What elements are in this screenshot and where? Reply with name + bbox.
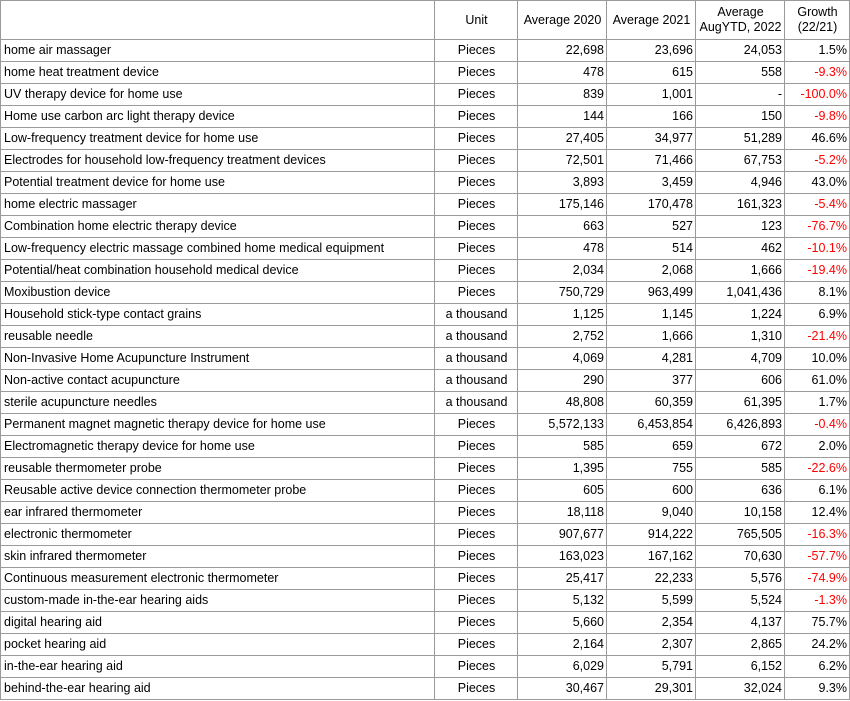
average-2020-cell: 22,698 xyxy=(518,40,607,62)
average-2022-cell: 24,053 xyxy=(696,40,785,62)
average-2022-cell: 765,505 xyxy=(696,524,785,546)
header-average-2021: Average 2021 xyxy=(607,1,696,40)
table-row xyxy=(1,128,850,150)
unit-cell: Pieces xyxy=(435,150,518,172)
growth-cell: -9.3% xyxy=(785,62,850,84)
average-2022-cell: 6,152 xyxy=(696,656,785,678)
header-unit: Unit xyxy=(435,1,518,40)
average-2020-cell: 72,501 xyxy=(518,150,607,172)
unit-cell: Pieces xyxy=(435,656,518,678)
average-2022-cell: 6,426,893 xyxy=(696,414,785,436)
product-name-cell: Non-Invasive Home Acupuncture Instrument xyxy=(1,348,435,370)
average-2020-cell: 750,729 xyxy=(518,282,607,304)
table-row xyxy=(1,656,850,678)
growth-cell: 6.9% xyxy=(785,304,850,326)
product-name-cell: behind-the-ear hearing aid xyxy=(1,678,435,700)
average-2020-cell: 5,660 xyxy=(518,612,607,634)
average-2022-cell: 672 xyxy=(696,436,785,458)
table-row xyxy=(1,612,850,634)
unit-cell: a thousand xyxy=(435,326,518,348)
product-name-cell: Electromagnetic therapy device for home use xyxy=(1,436,435,458)
average-2021-cell: 659 xyxy=(607,436,696,458)
table-row xyxy=(1,84,850,106)
average-2021-cell: 963,499 xyxy=(607,282,696,304)
average-2020-cell: 478 xyxy=(518,62,607,84)
table-row xyxy=(1,216,850,238)
average-2021-cell: 9,040 xyxy=(607,502,696,524)
product-name-cell: pocket hearing aid xyxy=(1,634,435,656)
average-2021-cell: 167,162 xyxy=(607,546,696,568)
growth-cell: 75.7% xyxy=(785,612,850,634)
unit-cell: a thousand xyxy=(435,370,518,392)
table-row xyxy=(1,458,850,480)
growth-cell: 61.0% xyxy=(785,370,850,392)
average-2021-cell: 5,599 xyxy=(607,590,696,612)
growth-cell: -16.3% xyxy=(785,524,850,546)
average-2021-cell: 34,977 xyxy=(607,128,696,150)
average-2021-cell: 6,453,854 xyxy=(607,414,696,436)
average-2022-cell: 606 xyxy=(696,370,785,392)
average-2021-cell: 377 xyxy=(607,370,696,392)
average-2020-cell: 290 xyxy=(518,370,607,392)
product-name-cell: Potential/heat combination household medical device xyxy=(1,260,435,282)
growth-cell: -5.2% xyxy=(785,150,850,172)
unit-cell: Pieces xyxy=(435,524,518,546)
product-name-cell: in-the-ear hearing aid xyxy=(1,656,435,678)
average-2022-cell: 161,323 xyxy=(696,194,785,216)
unit-cell: Pieces xyxy=(435,260,518,282)
table-row xyxy=(1,524,850,546)
average-2021-cell: 166 xyxy=(607,106,696,128)
product-name-cell: ear infrared thermometer xyxy=(1,502,435,524)
average-2022-cell: - xyxy=(696,84,785,106)
average-2022-cell: 51,289 xyxy=(696,128,785,150)
unit-cell: Pieces xyxy=(435,414,518,436)
average-2022-cell: 4,709 xyxy=(696,348,785,370)
product-name-cell: UV therapy device for home use xyxy=(1,84,435,106)
average-2020-cell: 30,467 xyxy=(518,678,607,700)
table-row xyxy=(1,238,850,260)
product-name-cell: Continuous measurement electronic thermometer xyxy=(1,568,435,590)
header-name xyxy=(1,1,435,40)
average-2021-cell: 1,666 xyxy=(607,326,696,348)
product-name-cell: home heat treatment device xyxy=(1,62,435,84)
growth-cell: 43.0% xyxy=(785,172,850,194)
average-2021-cell: 170,478 xyxy=(607,194,696,216)
average-2022-cell: 123 xyxy=(696,216,785,238)
unit-cell: Pieces xyxy=(435,568,518,590)
average-2021-cell: 914,222 xyxy=(607,524,696,546)
average-2021-cell: 60,359 xyxy=(607,392,696,414)
average-2022-cell: 150 xyxy=(696,106,785,128)
average-2020-cell: 2,164 xyxy=(518,634,607,656)
average-2022-cell: 462 xyxy=(696,238,785,260)
table-row xyxy=(1,678,850,700)
growth-cell: -1.3% xyxy=(785,590,850,612)
product-name-cell: Electrodes for household low-frequency treatment devices xyxy=(1,150,435,172)
table-row xyxy=(1,480,850,502)
average-2020-cell: 478 xyxy=(518,238,607,260)
table-row xyxy=(1,414,850,436)
average-2022-cell: 61,395 xyxy=(696,392,785,414)
unit-cell: Pieces xyxy=(435,106,518,128)
average-2020-cell: 144 xyxy=(518,106,607,128)
product-name-cell: Potential treatment device for home use xyxy=(1,172,435,194)
growth-cell: -21.4% xyxy=(785,326,850,348)
table-row xyxy=(1,502,850,524)
growth-cell: 6.2% xyxy=(785,656,850,678)
unit-cell: Pieces xyxy=(435,216,518,238)
average-2020-cell: 6,029 xyxy=(518,656,607,678)
growth-cell: 12.4% xyxy=(785,502,850,524)
table-row xyxy=(1,436,850,458)
average-2022-cell: 5,524 xyxy=(696,590,785,612)
unit-cell: Pieces xyxy=(435,612,518,634)
product-name-cell: Combination home electric therapy device xyxy=(1,216,435,238)
average-2022-cell: 1,224 xyxy=(696,304,785,326)
table-row xyxy=(1,282,850,304)
table-row xyxy=(1,326,850,348)
growth-cell: -19.4% xyxy=(785,260,850,282)
unit-cell: a thousand xyxy=(435,348,518,370)
unit-cell: a thousand xyxy=(435,304,518,326)
average-2021-cell: 2,068 xyxy=(607,260,696,282)
header-average-2022-line2: AugYTD, 2022 xyxy=(699,20,782,34)
header-average-2022-line1: Average xyxy=(717,5,764,19)
average-2020-cell: 1,125 xyxy=(518,304,607,326)
growth-cell: 2.0% xyxy=(785,436,850,458)
unit-cell: Pieces xyxy=(435,172,518,194)
growth-cell: -10.1% xyxy=(785,238,850,260)
unit-cell: a thousand xyxy=(435,392,518,414)
table-row xyxy=(1,150,850,172)
table-row xyxy=(1,370,850,392)
unit-cell: Pieces xyxy=(435,62,518,84)
average-2022-cell: 70,630 xyxy=(696,546,785,568)
growth-cell: -76.7% xyxy=(785,216,850,238)
average-2021-cell: 1,001 xyxy=(607,84,696,106)
average-2020-cell: 907,677 xyxy=(518,524,607,546)
average-2022-cell: 32,024 xyxy=(696,678,785,700)
average-2022-cell: 1,310 xyxy=(696,326,785,348)
table-row xyxy=(1,590,850,612)
average-2021-cell: 1,145 xyxy=(607,304,696,326)
growth-cell: 46.6% xyxy=(785,128,850,150)
product-name-cell: home air massager xyxy=(1,40,435,62)
product-name-cell: Non-active contact acupuncture xyxy=(1,370,435,392)
table-row xyxy=(1,172,850,194)
product-name-cell: Low-frequency treatment device for home use xyxy=(1,128,435,150)
average-2020-cell: 48,808 xyxy=(518,392,607,414)
product-name-cell: Reusable active device connection thermometer probe xyxy=(1,480,435,502)
product-name-cell: Household stick-type contact grains xyxy=(1,304,435,326)
product-name-cell: custom-made in-the-ear hearing aids xyxy=(1,590,435,612)
average-2020-cell: 163,023 xyxy=(518,546,607,568)
unit-cell: Pieces xyxy=(435,238,518,260)
growth-cell: -0.4% xyxy=(785,414,850,436)
unit-cell: Pieces xyxy=(435,480,518,502)
header-growth-line2: (22/21) xyxy=(797,20,838,34)
product-name-cell: home electric massager xyxy=(1,194,435,216)
header-average-2022 xyxy=(696,1,785,40)
table-row xyxy=(1,62,850,84)
growth-cell: 9.3% xyxy=(785,678,850,700)
average-2021-cell: 2,307 xyxy=(607,634,696,656)
average-2021-cell: 5,791 xyxy=(607,656,696,678)
average-2020-cell: 1,395 xyxy=(518,458,607,480)
average-2022-cell: 1,666 xyxy=(696,260,785,282)
average-2020-cell: 605 xyxy=(518,480,607,502)
average-2020-cell: 663 xyxy=(518,216,607,238)
table-row xyxy=(1,392,850,414)
average-2020-cell: 2,034 xyxy=(518,260,607,282)
product-name-cell: Home use carbon arc light therapy device xyxy=(1,106,435,128)
average-2022-cell: 2,865 xyxy=(696,634,785,656)
unit-cell: Pieces xyxy=(435,678,518,700)
growth-cell: -9.8% xyxy=(785,106,850,128)
average-2021-cell: 514 xyxy=(607,238,696,260)
header-growth xyxy=(785,1,850,40)
average-2022-cell: 4,137 xyxy=(696,612,785,634)
average-2020-cell: 4,069 xyxy=(518,348,607,370)
product-name-cell: Low-frequency electric massage combined home medical equipment xyxy=(1,238,435,260)
average-2022-cell: 585 xyxy=(696,458,785,480)
header-row xyxy=(1,1,850,40)
unit-cell: Pieces xyxy=(435,128,518,150)
table-body xyxy=(1,40,850,700)
growth-cell: 10.0% xyxy=(785,348,850,370)
header-growth-line1: Growth xyxy=(797,5,838,19)
table-row xyxy=(1,568,850,590)
average-2022-cell: 5,576 xyxy=(696,568,785,590)
average-2021-cell: 23,696 xyxy=(607,40,696,62)
table-header xyxy=(1,1,850,40)
unit-cell: Pieces xyxy=(435,436,518,458)
average-2021-cell: 615 xyxy=(607,62,696,84)
unit-cell: Pieces xyxy=(435,502,518,524)
average-2021-cell: 3,459 xyxy=(607,172,696,194)
growth-cell: -74.9% xyxy=(785,568,850,590)
average-2020-cell: 25,417 xyxy=(518,568,607,590)
unit-cell: Pieces xyxy=(435,194,518,216)
table-row xyxy=(1,260,850,282)
growth-cell: 8.1% xyxy=(785,282,850,304)
average-2020-cell: 27,405 xyxy=(518,128,607,150)
growth-cell: -22.6% xyxy=(785,458,850,480)
unit-cell: Pieces xyxy=(435,40,518,62)
average-2020-cell: 175,146 xyxy=(518,194,607,216)
average-2020-cell: 5,132 xyxy=(518,590,607,612)
growth-cell: -57.7% xyxy=(785,546,850,568)
average-2022-cell: 636 xyxy=(696,480,785,502)
unit-cell: Pieces xyxy=(435,546,518,568)
product-name-cell: digital hearing aid xyxy=(1,612,435,634)
unit-cell: Pieces xyxy=(435,458,518,480)
product-name-cell: Moxibustion device xyxy=(1,282,435,304)
average-2021-cell: 22,233 xyxy=(607,568,696,590)
average-2021-cell: 527 xyxy=(607,216,696,238)
table-row xyxy=(1,546,850,568)
product-name-cell: reusable thermometer probe xyxy=(1,458,435,480)
growth-cell: -100.0% xyxy=(785,84,850,106)
table-row xyxy=(1,106,850,128)
product-name-cell: electronic thermometer xyxy=(1,524,435,546)
average-2021-cell: 4,281 xyxy=(607,348,696,370)
average-2022-cell: 558 xyxy=(696,62,785,84)
average-2022-cell: 67,753 xyxy=(696,150,785,172)
unit-cell: Pieces xyxy=(435,634,518,656)
average-2021-cell: 600 xyxy=(607,480,696,502)
unit-cell: Pieces xyxy=(435,590,518,612)
average-2022-cell: 1,041,436 xyxy=(696,282,785,304)
table-row xyxy=(1,40,850,62)
average-2020-cell: 5,572,133 xyxy=(518,414,607,436)
average-2020-cell: 18,118 xyxy=(518,502,607,524)
average-2020-cell: 3,893 xyxy=(518,172,607,194)
product-name-cell: skin infrared thermometer xyxy=(1,546,435,568)
average-2020-cell: 839 xyxy=(518,84,607,106)
table-row xyxy=(1,304,850,326)
average-2021-cell: 755 xyxy=(607,458,696,480)
average-2021-cell: 71,466 xyxy=(607,150,696,172)
average-2021-cell: 29,301 xyxy=(607,678,696,700)
table-row xyxy=(1,194,850,216)
average-2022-cell: 10,158 xyxy=(696,502,785,524)
unit-cell: Pieces xyxy=(435,84,518,106)
average-2021-cell: 2,354 xyxy=(607,612,696,634)
product-name-cell: Permanent magnet magnetic therapy device for home use xyxy=(1,414,435,436)
growth-cell: 1.7% xyxy=(785,392,850,414)
unit-cell: Pieces xyxy=(435,282,518,304)
average-2020-cell: 2,752 xyxy=(518,326,607,348)
average-2020-cell: 585 xyxy=(518,436,607,458)
table-row xyxy=(1,348,850,370)
growth-cell: 24.2% xyxy=(785,634,850,656)
average-2022-cell: 4,946 xyxy=(696,172,785,194)
product-name-cell: reusable needle xyxy=(1,326,435,348)
growth-cell: 6.1% xyxy=(785,480,850,502)
header-average-2020: Average 2020 xyxy=(518,1,607,40)
table-row xyxy=(1,634,850,656)
product-name-cell: sterile acupuncture needles xyxy=(1,392,435,414)
growth-cell: -5.4% xyxy=(785,194,850,216)
growth-cell: 1.5% xyxy=(785,40,850,62)
